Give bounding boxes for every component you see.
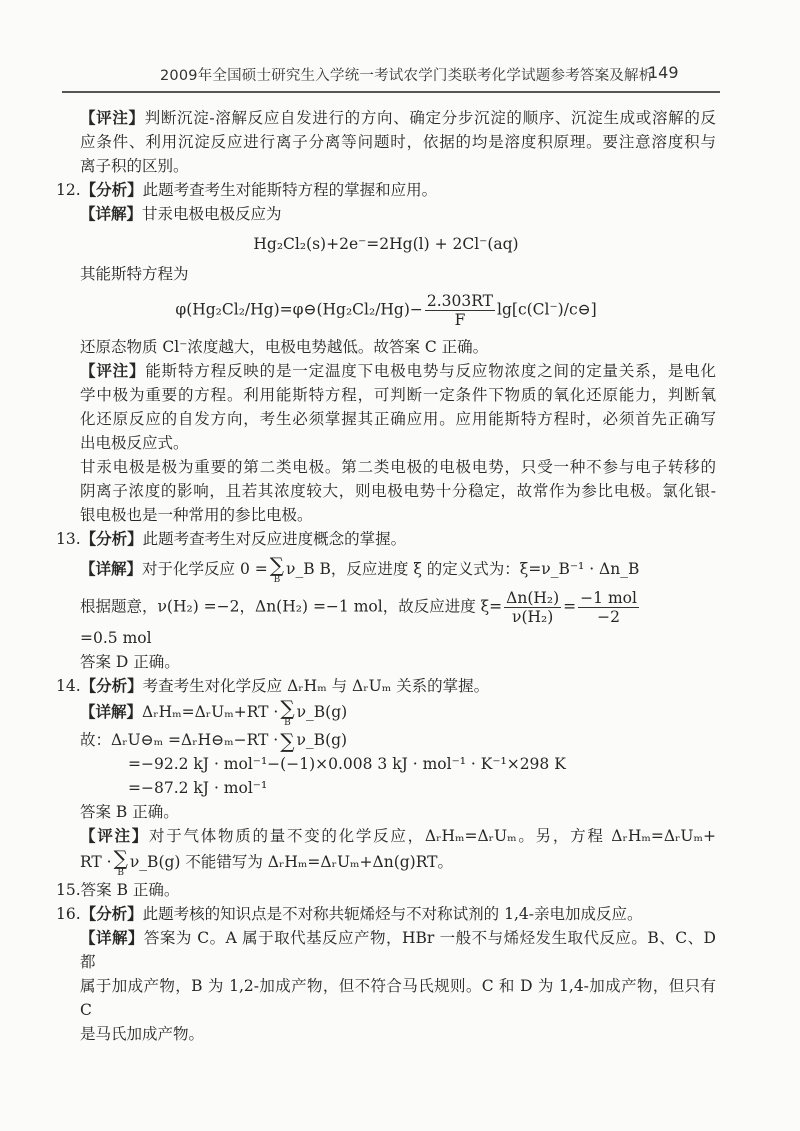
text: ΔᵣHₘ=ΔᵣUₘ+RT ·	[142, 703, 279, 721]
analysis-label: 【分析】	[80, 905, 143, 923]
fraction	[504, 589, 561, 626]
analysis-label: 【分析】	[80, 181, 143, 199]
text-line: 出电极反应式。	[80, 434, 189, 452]
question-number: 12.	[56, 181, 81, 199]
analysis-label: 【分析】	[80, 530, 143, 548]
detail-line	[56, 926, 716, 974]
question-number: 15.	[56, 881, 81, 899]
text-line: 属于加成产物，B 为 1,2-加成产物，但不符合马氏规则。C 和 D 为 1,4-加成产物，但只有 C	[80, 977, 716, 1019]
text-line: 化还原反应的自发方向，考生必须掌握其正确应用。应用能斯特方程时，必须首先正确写	[80, 410, 716, 428]
answer-line: 答案 D 正确。	[80, 653, 180, 671]
page-number: 149	[648, 63, 679, 82]
sigma: ∑	[269, 553, 285, 577]
text: ν_B(g) 不能错写为 ΔᵣHₘ=ΔᵣUₘ+Δn(g)RT。	[129, 853, 453, 871]
text: ν_B(g)	[296, 703, 348, 721]
comment-line	[56, 824, 716, 848]
text-line: 银电极也是一种常用的参比电极。	[80, 506, 313, 524]
result-line: =0.5 mol	[80, 629, 152, 647]
detail-line	[56, 555, 716, 585]
analysis-line	[56, 674, 716, 698]
text-line: 学中极为重要的方程。利用能斯特方程，可判断一定条件下物质的氧化还原能力，判断氧	[80, 386, 716, 404]
sigma: ∑	[113, 846, 128, 870]
nernst-equation	[56, 292, 716, 329]
comment-line	[56, 106, 716, 130]
analysis-line	[56, 178, 716, 202]
page-body	[56, 106, 716, 1046]
detail-label: 【详解】	[80, 205, 143, 223]
comment-line	[56, 359, 716, 383]
detail-label: 【详解】	[80, 703, 143, 721]
equals: =	[563, 597, 577, 616]
text: 甘汞电极电极反应为	[142, 205, 282, 223]
text: 能斯特方程反映的是一定温度下电极电势与反应物浓度之间的定量关系，是电化	[145, 362, 716, 380]
text: 答案 B 正确。	[80, 881, 180, 899]
text: 考查考生对化学反应 ΔᵣHₘ 与 ΔᵣUₘ 关系的掌握。	[142, 677, 490, 695]
step-line: =−87.2 kJ · mol⁻¹	[128, 779, 268, 797]
question-number: 14.	[56, 677, 81, 695]
text: 对于化学反应 0 =	[142, 560, 268, 578]
denominator: −2	[597, 608, 620, 626]
step-line: =−92.2 kJ · mol⁻¹−(−1)×0.008 3 kJ · mol⁻¹ · K⁻¹×298 K	[128, 755, 566, 773]
text: ν_B(g)	[296, 731, 348, 749]
text: ν_B B，反应进度 ξ 的定义式为：ξ=ν_B⁻¹ · Δn_B	[286, 560, 640, 578]
denominator: ν(H₂)	[512, 608, 554, 626]
text-line: 应条件、利用沉淀反应进行离子分离等问题时，依据的均是溶度积原理。要注意溶度积与	[80, 133, 716, 151]
header-rule	[62, 91, 720, 93]
summation-symbol	[280, 731, 294, 751]
sum-index: B	[117, 868, 125, 878]
step-line	[56, 728, 716, 752]
text: RT ·	[80, 853, 112, 871]
text-line: 甘汞电极是极为重要的第二类电极。第二类电极的电极电势，只受一种不参与电子转移的	[80, 458, 716, 476]
eq-part: φ(Hg₂Cl₂/Hg)=φ⊖(Hg₂Cl₂/Hg)−	[175, 300, 423, 319]
detail-label: 【详解】	[80, 560, 143, 578]
detail-label: 【详解】	[80, 929, 144, 947]
fraction	[578, 589, 639, 626]
text: 根据题意，ν(H₂) =−2，Δn(H₂) =−1 mol，故反应进度 ξ=	[80, 597, 503, 616]
calc-line	[56, 589, 716, 626]
text-line: 其能斯特方程为	[80, 265, 189, 283]
question-number: 16.	[56, 905, 81, 923]
question-number: 13.	[56, 530, 81, 548]
comment-label: 【评注】	[80, 362, 146, 380]
text: 判断沉淀-溶解反应自发进行的方向、确定分步沉淀的顺序、沉淀生成或溶解的反	[144, 109, 716, 127]
sum-index: B	[273, 575, 281, 585]
fraction	[425, 292, 495, 329]
text: 此题考核的知识点是不对称共轭烯烃与不对称试剂的 1,4-亲电加成反应。	[142, 905, 643, 923]
sigma: ∑	[280, 729, 295, 753]
numerator: Δn(H₂)	[506, 589, 560, 607]
summation-symbol	[114, 848, 128, 878]
text: 此题考查考生对反应进度概念的掌握。	[142, 530, 407, 548]
summation-symbol	[280, 698, 294, 728]
electrode-reaction-equation: Hg₂Cl₂(s)+2e⁻=2Hg(l) + 2Cl⁻(aq)	[253, 235, 519, 253]
sigma: ∑	[280, 696, 295, 720]
text-line: 是马氏加成产物。	[80, 1025, 205, 1043]
comment-label: 【评注】	[80, 109, 145, 127]
numerator: −1 mol	[580, 589, 637, 607]
text-line: 还原态物质 Cl⁻浓度越大，电极电势越低。故答案 C 正确。	[80, 338, 489, 356]
text: 故：ΔᵣU⊖ₘ =ΔᵣH⊖ₘ−RT ·	[80, 731, 279, 749]
answer-line	[56, 878, 716, 902]
detail-line	[56, 698, 716, 728]
analysis-line	[56, 527, 716, 551]
denominator: F	[454, 311, 466, 329]
answer-line: 答案 B 正确。	[80, 803, 179, 821]
comment-label: 【评注】	[80, 827, 149, 845]
comment-line	[56, 848, 716, 878]
text: 此题考查考生对能斯特方程的掌握和应用。	[142, 181, 438, 199]
text: 答案为 C。A 属于取代基反应产物，HBr 一般不与烯烃发生取代反应。B、C、D 都	[80, 929, 716, 971]
numerator: 2.303RT	[426, 292, 494, 310]
sum-index: B	[284, 718, 291, 728]
text-line: 离子积的区别。	[80, 157, 189, 175]
analysis-label: 【分析】	[80, 677, 143, 695]
eq-part: lg[c(Cl⁻)/c⊖]	[497, 300, 597, 319]
summation-symbol	[270, 555, 284, 585]
text: 对于气体物质的量不变的化学反应，ΔᵣHₘ=ΔᵣUₘ。另，方程 ΔᵣHₘ=ΔᵣUₘ+	[148, 827, 716, 845]
detail-line	[56, 202, 716, 226]
text-line: 阴离子浓度的影响，且若其浓度较大，则电极电势十分稳定，故常作为参比电极。氯化银-	[80, 482, 716, 500]
running-header: 2009年全国硕士研究生入学统一考试农学门类联考化学试题参考答案及解析	[160, 68, 654, 84]
analysis-line	[56, 902, 716, 926]
